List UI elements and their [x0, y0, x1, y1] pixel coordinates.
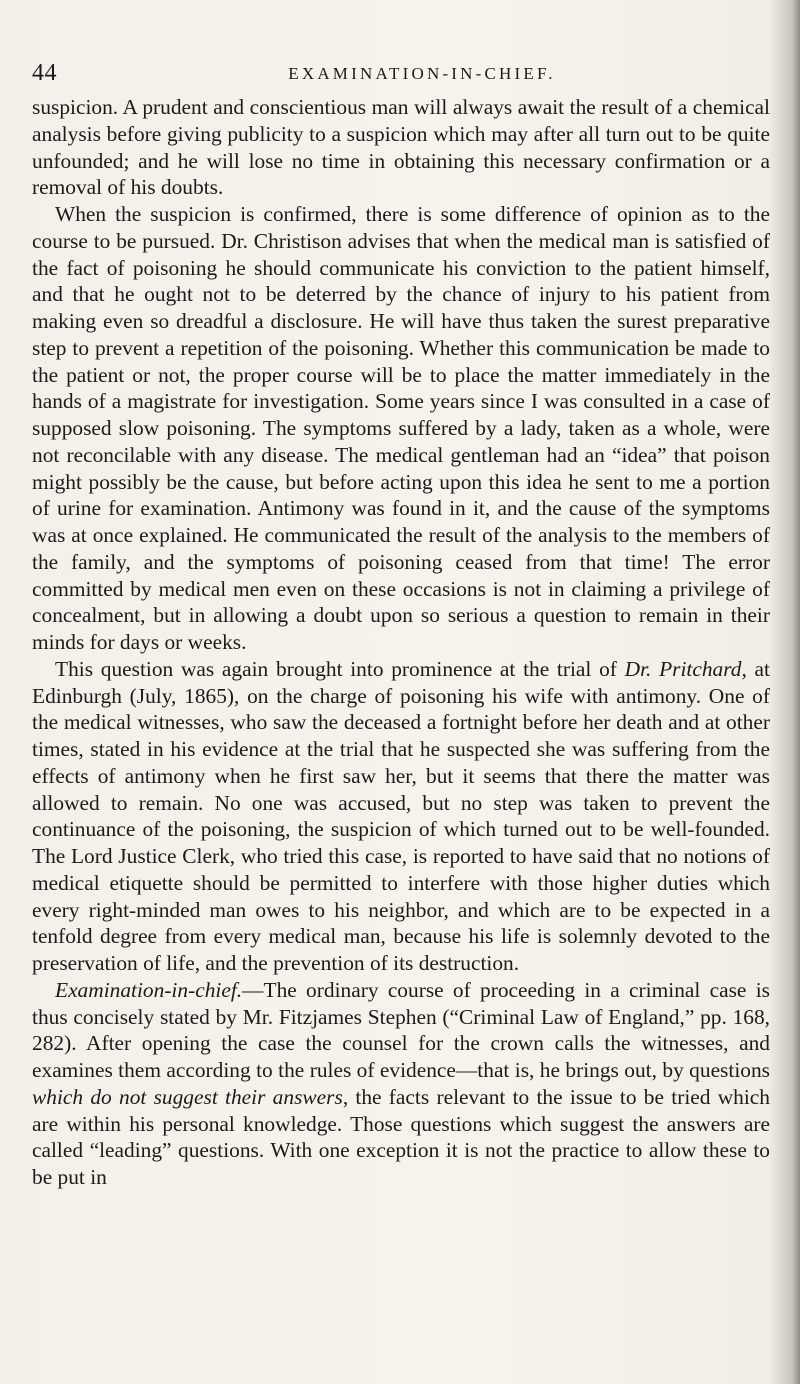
- paragraph-pritchard-rest: , at Edinburgh (July, 1865), on the charge of poisoning his wife with antimony. One of the medical witnesses, who saw the deceased a fortnight before her death and at other times, stated in his evidence at the trial that he suspected she was suffering from the effects of antimony when he first saw her, but it seems that there the matter was allowed to remain. No one was accused, but no step was taken to prevent the continuance of the poisoning, the suspicion of which turned out to be well-founded. The Lord Justice Clerk, who tried this case, is reported to have said that no notions of medical etiquette should be permitted to interfere with those higher duties which every right-minded man owes to his neighbor, and which are to be expected in a tenfold degree from every medical man, because his life is solemnly devoted to the preservation of life, and the prevention of its destruction.: [32, 656, 770, 975]
- paragraph-continued: suspicion. A prudent and conscientious man will always await the result of a chemical analysis before giving publicity to a suspicion which may after all turn out to be quite unfounded; and he will lose no time in obtaining this necessary confirmation or a removal of his doubts.: [32, 95, 770, 200]
- paragraph-exam-lead: —The ordinary course of proceeding in a criminal case is thus concisely stated by Mr. Fitzjames Stephen (“Criminal Law of England,” pp. 168, 282). After opening the case the counsel for the crown calls the witnesses, and examines them according to the rules of evidence—that is, he brings out, by questions: [32, 977, 770, 1082]
- paragraph-exam-rest: , the facts relevant to the issue to be tried which are within his personal knowledge. Those questions which suggest the answers are called “leading” questions. With one exception it is not the practice to allow these to be put in: [32, 1084, 770, 1189]
- paragraph-pritchard: [32, 656, 770, 977]
- section-heading-italic: Examination-in-chief.: [55, 977, 243, 1002]
- body-text: [32, 94, 770, 1191]
- running-head: [32, 60, 772, 86]
- page-number: 44: [32, 60, 57, 86]
- case-name-italic: Dr. Pritchard: [624, 656, 742, 681]
- paragraph-christison: When the suspicion is confirmed, there is some difference of opinion as to the course to be pursued. Dr. Christison advises that when the medical man is satisfied of the fact of poisoning he should communicate his conviction to the patient himself, and that he ought not to be deterred by the chance of injury to his patient from making even so dreadful a disclosure. He will have thus taken the surest preparative step to prevent a repetition of the poisoning. Whether this communication be made to the patient or not, the proper course will be to place the matter immediately in the hands of a magistrate for investigation. Some years since I was consulted in a case of supposed slow poisoning. The symptoms suffered by a lady, taken as a whole, were not reconcilable with any disease. The medical gentleman had an “idea” that poison might possibly be the cause, but before acting upon this idea he sent to me a portion of urine for examination. Antimony was found in it, and the cause of the symptoms was at once explained. He communicated the result of the analysis to the members of the family, and the symptoms of poisoning ceased from that time! The error committed by medical men even on these occasions is not in claiming a privilege of concealment, but in allowing a doubt upon so serious a question to remain in their minds for days or weeks.: [32, 202, 770, 654]
- paragraph-examination-in-chief: [32, 977, 770, 1191]
- paragraph-pritchard-lead: This question was again brought into prominence at the trial of: [55, 656, 625, 681]
- emphasis-italic: which do not suggest their answers: [32, 1084, 343, 1109]
- running-title: EXAMINATION-IN-CHIEF.: [288, 64, 556, 83]
